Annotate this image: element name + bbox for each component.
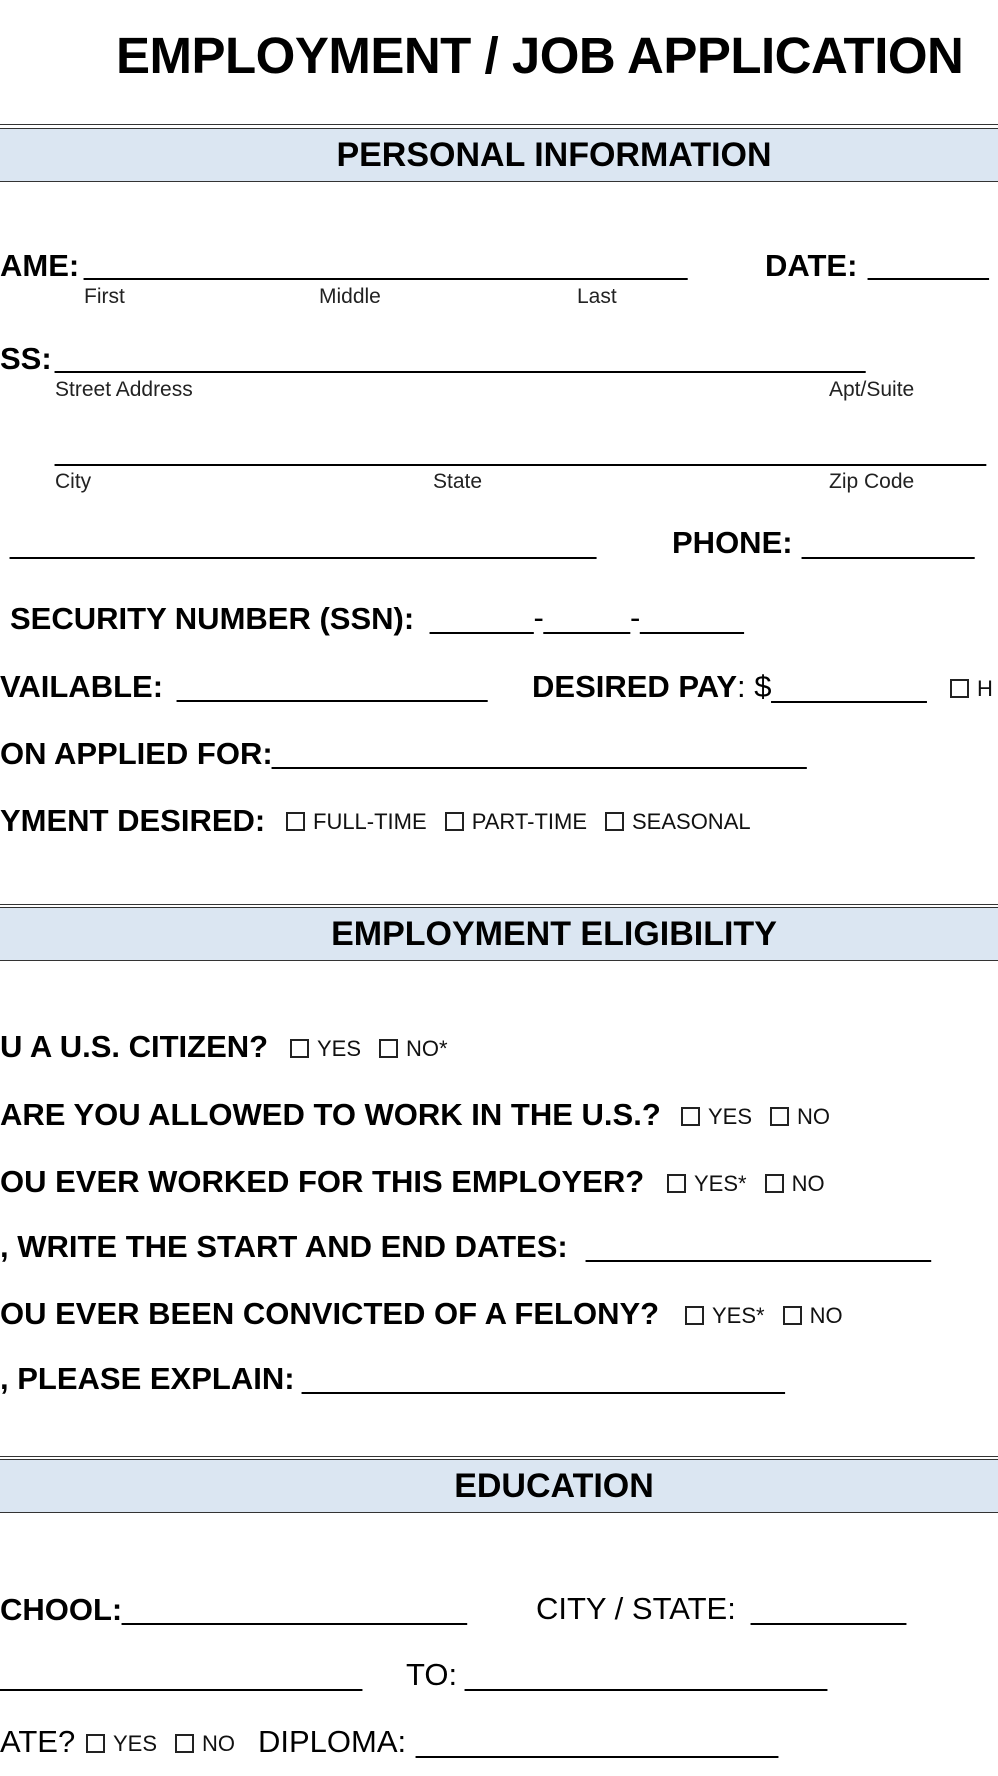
start-end-dates-label: , WRITE THE START AND END DATES: (0, 1229, 568, 1264)
part-time-checkbox[interactable] (445, 812, 464, 831)
citizen-no-checkbox[interactable] (379, 1039, 398, 1058)
work-authorization-yes-checkbox[interactable] (681, 1107, 700, 1126)
name-label: AME: (0, 248, 80, 283)
felony-explain-field[interactable]: ____________________________ (302, 1360, 785, 1395)
previous-employer-no-checkbox[interactable] (765, 1174, 784, 1193)
phone-label: PHONE: (672, 525, 793, 560)
work-authorization-yes-label: YES (708, 1104, 753, 1129)
date-label: DATE: (765, 248, 858, 283)
desired-pay-group (532, 669, 927, 705)
employment-desired-label: YMENT DESIRED: (0, 803, 266, 838)
eligibility-divider (0, 904, 998, 905)
school-to-label: TO: (406, 1657, 458, 1692)
desired-pay-label: DESIRED PAY (532, 669, 738, 704)
citizen-no-label: NO* (406, 1036, 448, 1061)
seasonal-checkbox[interactable] (605, 812, 624, 831)
graduate-yes-label: YES (113, 1731, 158, 1756)
position-label: ON APPLIED FOR: (0, 736, 273, 771)
phone-field[interactable]: __________ (802, 525, 975, 560)
work-authorization-question: ARE YOU ALLOWED TO WORK IN THE U.S.? (0, 1097, 661, 1132)
street-address-caption: Street Address (55, 378, 193, 401)
section-header-education (0, 1459, 998, 1513)
section-title-education: EDUCATION (454, 1467, 654, 1505)
city-state-zip-field[interactable]: ______________________________________________________ (55, 432, 986, 467)
school-city-state-label: CITY / STATE: (536, 1591, 736, 1626)
full-time-checkbox[interactable] (286, 812, 305, 831)
street-address-field[interactable]: _______________________________________________ (55, 339, 866, 374)
felony-options (685, 1303, 861, 1329)
title-divider (0, 124, 998, 125)
apt-suite-caption: Apt/Suite (829, 378, 915, 401)
previous-employer-question: OU EVER WORKED FOR THIS EMPLOYER? (0, 1164, 645, 1199)
pay-hourly-checkbox[interactable] (950, 679, 969, 698)
section-title-personal: PERSONAL INFORMATION (336, 136, 772, 174)
felony-no-label: NO (809, 1303, 843, 1328)
section-title-eligibility: EMPLOYMENT ELIGIBILITY (331, 915, 777, 953)
education-divider (0, 1456, 998, 1457)
felony-no-checkbox[interactable] (783, 1306, 802, 1325)
ssn-field[interactable]: ______-_____-______ (430, 600, 744, 635)
full-time-label: FULL-TIME (313, 809, 427, 834)
graduate-no-checkbox[interactable] (175, 1734, 194, 1753)
citizen-yes-label: YES (317, 1036, 362, 1061)
city-caption: City (55, 470, 92, 493)
citizen-yes-checkbox[interactable] (290, 1039, 309, 1058)
graduate-yes-checkbox[interactable] (86, 1734, 105, 1753)
work-authorization-no-label: NO (797, 1104, 831, 1129)
seasonal-label: SEASONAL (632, 809, 751, 834)
first-name-caption: First (84, 285, 125, 308)
date-available-label: VAILABLE: (0, 669, 164, 704)
previous-employer-options (667, 1171, 843, 1197)
high-school-field[interactable]: ____________________ (122, 1591, 467, 1626)
section-header-eligibility (0, 907, 998, 961)
school-city-state-field[interactable]: _________ (751, 1591, 907, 1626)
school-from-field[interactable]: _____________________ (0, 1657, 363, 1692)
citizen-question: U A U.S. CITIZEN? (0, 1029, 269, 1064)
felony-question: OU EVER BEEN CONVICTED OF A FELONY? (0, 1296, 660, 1331)
previous-employer-yes-label: YES* (694, 1171, 747, 1196)
diploma-label: DIPLOMA: (258, 1724, 407, 1759)
employment-options (286, 809, 769, 835)
section-header-personal (0, 128, 998, 182)
address-label: SS: (0, 341, 52, 376)
name-field[interactable]: ___________________________________ (84, 246, 688, 281)
pay-hourly-option[interactable] (950, 676, 998, 702)
felony-yes-label: YES* (712, 1303, 765, 1328)
ssn-label: SECURITY NUMBER (SSN): (10, 601, 415, 636)
middle-name-caption: Middle (319, 285, 381, 308)
graduate-no-label: NO (202, 1731, 236, 1756)
citizen-options (290, 1036, 466, 1062)
page-title: EMPLOYMENT / JOB APPLICATION (116, 27, 964, 84)
desired-pay-field[interactable]: : $_________ (737, 669, 927, 704)
school-to-field[interactable]: _____________________ (465, 1657, 828, 1692)
high-school-label: CHOOL: (0, 1592, 123, 1627)
graduate-options (86, 1731, 253, 1757)
pay-hourly-text: H (977, 676, 993, 701)
previous-employer-yes-checkbox[interactable] (667, 1174, 686, 1193)
date-field[interactable]: _______ (868, 246, 989, 281)
date-available-field[interactable]: __________________ (177, 668, 488, 703)
felony-yes-checkbox[interactable] (685, 1306, 704, 1325)
part-time-label: PART-TIME (471, 809, 587, 834)
previous-employer-no-label: NO (791, 1171, 825, 1196)
zip-code-caption: Zip Code (829, 470, 915, 493)
graduate-label: ATE? (0, 1724, 76, 1759)
felony-explain-label: , PLEASE EXPLAIN: (0, 1361, 295, 1396)
diploma-field[interactable]: _____________________ (416, 1724, 779, 1759)
work-authorization-options (681, 1104, 848, 1130)
email-field[interactable]: __________________________________ (10, 525, 597, 560)
work-authorization-no-checkbox[interactable] (770, 1107, 789, 1126)
state-caption: State (433, 470, 483, 493)
position-field[interactable]: _______________________________ (272, 735, 807, 770)
start-end-dates-field[interactable]: ____________________ (586, 1228, 931, 1263)
last-name-caption: Last (577, 285, 617, 308)
